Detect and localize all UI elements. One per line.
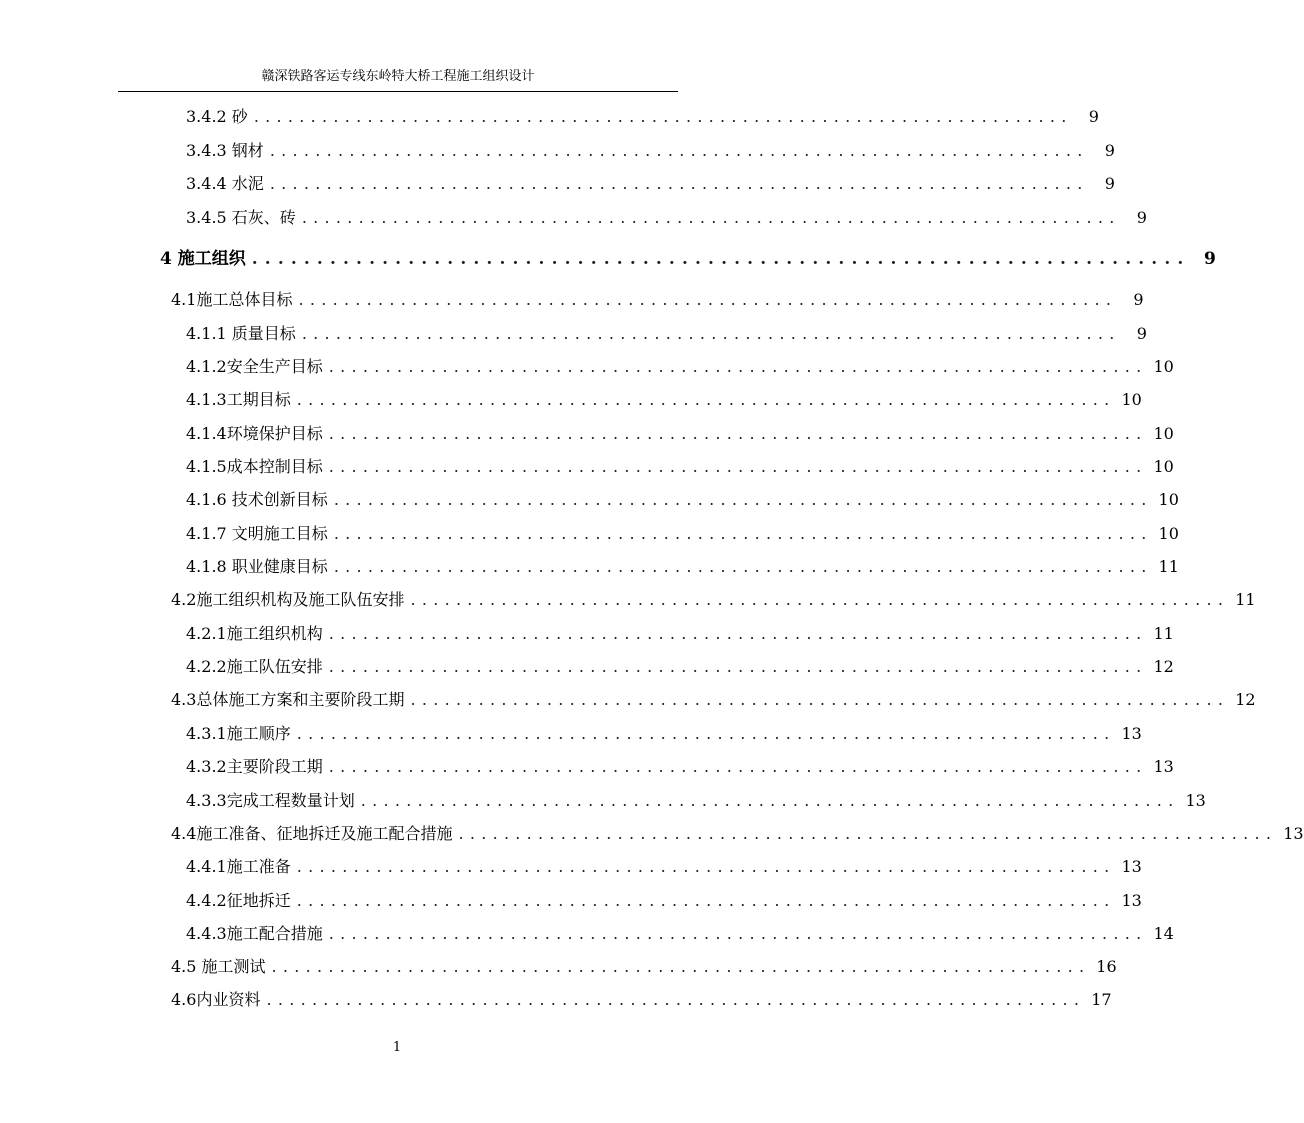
toc-entry-page: 10 <box>1121 390 1142 409</box>
dot-leader: . . . . . . . . . . . . . . . . . . . . . . . . . . . . . . . . . . . . . . . . . . . . . . . . . . . . . . . . . . . . . . . . . . . . . . . . <box>328 924 1142 943</box>
toc-entry-page: 9 <box>1204 249 1216 269</box>
toc-entry-page: 13 <box>1283 824 1304 843</box>
dot-leader: . . . . . . . . . . . . . . . . . . . . . . . . . . . . . . . . . . . . . . . . . . . . . . . . . . . . . . . . . . . . . . . . . . . . . . . . <box>296 724 1110 743</box>
toc-entry[interactable] <box>186 622 1174 644</box>
toc-entry[interactable] <box>186 922 1174 944</box>
toc-entry-label: 4.1.5成本控制目标 <box>186 457 323 476</box>
toc-entry-page: 9 <box>1104 141 1115 160</box>
dot-leader: . . . . . . . . . . . . . . . . . . . . . . . . . . . . . . . . . . . . . . . . . . . . . . . . . . . . . . . . . . . . . . . . . . . . . . . . <box>328 624 1142 643</box>
toc-entry[interactable] <box>186 522 1179 544</box>
toc-entry[interactable] <box>186 789 1206 811</box>
toc-entry[interactable] <box>186 722 1142 744</box>
toc-entry-label: 4.1.2安全生产目标 <box>186 357 323 376</box>
dot-leader: . . . . . . . . . . . . . . . . . . . . . . . . . . . . . . . . . . . . . . . . . . . . . . . . . . . . . . . . . . . . . . . . . . . . . . . . <box>271 957 1085 976</box>
toc-entry-page: 12 <box>1235 690 1256 709</box>
toc-entry-page: 10 <box>1153 357 1174 376</box>
toc-entry-label: 4.1.8 职业健康目标 <box>186 557 328 576</box>
toc-entry-label: 4.3.1施工顺序 <box>186 724 291 743</box>
dot-leader: . . . . . . . . . . . . . . . . . . . . . . . . . . . . . . . . . . . . . . . . . . . . . . . . . . . . . . . . . . . . . . . . . . . . . . . . <box>296 857 1110 876</box>
toc-entry-page: 14 <box>1153 924 1174 943</box>
toc-entry-label: 4.1.6 技术创新目标 <box>186 490 328 509</box>
toc-entry-page: 16 <box>1096 957 1117 976</box>
dot-leader: . . . . . . . . . . . . . . . . . . . . . . . . . . . . . . . . . . . . . . . . . . . . . . . . . . . . . . . . . . . . . . . . . . . . . . . . <box>269 174 1083 193</box>
toc-entry-page: 9 <box>1133 290 1144 309</box>
toc-entry-label: 4.2施工组织机构及施工队伍安排 <box>171 590 405 609</box>
dot-leader: . . . . . . . . . . . . . . . . . . . . . . . . . . . . . . . . . . . . . . . . . . . . . . . . . . . . . . . . . . . . . . . . . . . . . . . . <box>269 141 1083 160</box>
toc-entry[interactable] <box>186 655 1174 677</box>
toc-entry-label: 4.4.2征地拆迁 <box>186 891 291 910</box>
toc-entry-label: 4 施工组织 <box>160 249 246 269</box>
toc-entry[interactable] <box>186 755 1174 777</box>
toc-entry[interactable] <box>186 388 1142 410</box>
toc-entry-page: 12 <box>1153 657 1174 676</box>
toc-chapter-entry[interactable] <box>160 247 1216 269</box>
toc-entry[interactable] <box>171 688 1256 710</box>
running-header: 赣深铁路客运专线东岭特大桥工程施工组织设计 <box>261 69 535 84</box>
toc-entry[interactable] <box>186 422 1174 444</box>
toc-entry[interactable] <box>186 488 1179 510</box>
toc-entry[interactable] <box>186 172 1115 194</box>
toc-entry-label: 3.4.2 砂 <box>186 107 248 126</box>
dot-leader: . . . . . . . . . . . . . . . . . . . . . . . . . . . . . . . . . . . . . . . . . . . . . . . . . . . . . . . . . . . . . . . . . . . . . . . . <box>410 590 1224 609</box>
toc-entry-label: 3.4.3 钢材 <box>186 141 264 160</box>
toc-entry[interactable] <box>186 105 1099 127</box>
dot-leader: . . . . . . . . . . . . . . . . . . . . . . . . . . . . . . . . . . . . . . . . . . . . . . . . . . . . . . . . . . . . . . . . . . . . . . . . <box>328 457 1142 476</box>
toc-entry[interactable] <box>186 206 1147 228</box>
dot-leader: . . . . . . . . . . . . . . . . . . . . . . . . . . . . . . . . . . . . . . . . . . . . . . . . . . . . . . . . . . . . . . . . . . . . . . . . <box>410 690 1224 709</box>
dot-leader: . . . . . . . . . . . . . . . . . . . . . . . . . . . . . . . . . . . . . . . . . . . . . . . . . . . . . . . . . . . . . . . . . . . . . . . . <box>301 324 1115 343</box>
toc-entry-page: 10 <box>1153 424 1174 443</box>
toc-entry-label: 4.3.3完成工程数量计划 <box>186 791 355 810</box>
toc-entry-label: 4.5 施工测试 <box>171 957 266 976</box>
toc-entry-page: 13 <box>1153 757 1174 776</box>
toc-entry-label: 4.3.2主要阶段工期 <box>186 757 323 776</box>
toc-entry-label: 4.1施工总体目标 <box>171 290 293 309</box>
toc-entry-label: 3.4.5 石灰、砖 <box>186 208 296 227</box>
toc-entry-label: 4.1.1 质量目标 <box>186 324 296 343</box>
toc-entry-label: 4.1.7 文明施工目标 <box>186 524 328 543</box>
toc-entry[interactable] <box>186 139 1115 161</box>
toc-entry-label: 4.2.2施工队伍安排 <box>186 657 323 676</box>
dot-leader: . . . . . . . . . . . . . . . . . . . . . . . . . . . . . . . . . . . . . . . . . . . . . . . . . . . . . . . . . . . . . . . . . . . . . . . . <box>360 791 1174 810</box>
toc-entry-label: 4.4施工准备、征地拆迁及施工配合措施 <box>171 824 453 843</box>
toc-entry[interactable] <box>186 322 1147 344</box>
toc-entry-page: 9 <box>1088 107 1099 126</box>
dot-leader: . . . . . . . . . . . . . . . . . . . . . . . . . . . . . . . . . . . . . . . . . . . . . . . . . . . . . . . . . . . . . . . . . . . . . . . . <box>333 524 1147 543</box>
toc-entry-page: 10 <box>1153 457 1174 476</box>
dot-leader: . . . . . . . . . . . . . . . . . . . . . . . . . . . . . . . . . . . . . . . . . . . . . . . . . . . . . . . . . . . . . . . . . . . . . . . . <box>328 657 1142 676</box>
toc-entry-page: 11 <box>1235 590 1256 609</box>
toc-entry-page: 9 <box>1136 208 1147 227</box>
toc-entry-page: 13 <box>1121 724 1142 743</box>
toc-entry[interactable] <box>186 455 1174 477</box>
dot-leader: . . . . . . . . . . . . . . . . . . . . . . . . . . . . . . . . . . . . . . . . . . . . . . . . . . . . . . . . . . . . . . . . . . . . . . . . <box>333 557 1147 576</box>
toc-entry[interactable] <box>171 822 1304 844</box>
toc-entry[interactable] <box>186 355 1174 377</box>
toc-entry-label: 4.2.1施工组织机构 <box>186 624 323 643</box>
toc-entry[interactable] <box>171 588 1256 610</box>
toc-entry-label: 4.4.1施工准备 <box>186 857 291 876</box>
toc-entry-page: 9 <box>1136 324 1147 343</box>
toc-entry-page: 9 <box>1104 174 1115 193</box>
toc-entry-label: 4.3总体施工方案和主要阶段工期 <box>171 690 405 709</box>
toc-entry[interactable] <box>186 855 1142 877</box>
dot-leader: . . . . . . . . . . . . . . . . . . . . . . . . . . . . . . . . . . . . . . . . . . . . . . . . . . . . . . . . . . . . . . . . . . . . . . . . <box>298 290 1112 309</box>
toc-entry-page: 11 <box>1158 557 1179 576</box>
dot-leader: . . . . . . . . . . . . . . . . . . . . . . . . . . . . . . . . . . . . . . . . . . . . . . . . . . . . . . . . . . . . . . . . . . . . . . . . <box>333 490 1147 509</box>
dot-leader: . . . . . . . . . . . . . . . . . . . . . . . . . . . . . . . . . . . . . . . . . . . . . . . . . . . . . . . . . . . . . . . . . . . . . . . . <box>301 208 1115 227</box>
dot-leader: . . . . . . . . . . . . . . . . . . . . . . . . . . . . . . . . . . . . . . . . . . . . . . . . . . . . . . . . . . . . . . . . . . . . . . . . <box>296 891 1110 910</box>
toc-entry-page: 17 <box>1091 990 1112 1009</box>
toc-entry-page: 13 <box>1121 891 1142 910</box>
dot-leader: . . . . . . . . . . . . . . . . . . . . . . . . . . . . . . . . . . . . . . . . . . . . . . . . . . . . . . . . . . . . . . . . . . . . . . . . <box>328 357 1142 376</box>
toc-entry[interactable] <box>171 955 1117 977</box>
toc-entry-label: 4.1.3工期目标 <box>186 390 291 409</box>
dot-leader: . . . . . . . . . . . . . . . . . . . . . . . . . . . . . . . . . . . . . . . . . . . . . . . . . . . . . . . . . . . . . . . . . . . . . . . . <box>253 107 1067 126</box>
toc-entry-page: 10 <box>1158 524 1179 543</box>
dot-leader: . . . . . . . . . . . . . . . . . . . . . . . . . . . . . . . . . . . . . . . . . . . . . . . . . . . . . . . . . . . . . . . . . . . . . . . . <box>266 990 1080 1009</box>
page-number: 1 <box>392 1040 402 1055</box>
dot-leader: . . . . . . . . . . . . . . . . . . . . . . . . . . . . . . . . . . . . . . . . . . . . . . . . . . . . . . . . . . . . . . . . . . . . . . . . <box>328 424 1142 443</box>
dot-leader: . . . . . . . . . . . . . . . . . . . . . . . . . . . . . . . . . . . . . . . . . . . . . . . . . . . . . . . . . . . . . . . . . . . . . . . . <box>296 390 1110 409</box>
toc-entry[interactable] <box>171 288 1144 310</box>
toc-entry[interactable] <box>171 988 1112 1010</box>
toc-entry-page: 10 <box>1158 490 1179 509</box>
dot-leader: . . . . . . . . . . . . . . . . . . . . . . . . . . . . . . . . . . . . . . . . . . . . . . . . . . . . . . . . . . . . . . . . . . . . . . . . <box>251 249 1184 269</box>
toc-entry-page: 13 <box>1121 857 1142 876</box>
toc-entry-label: 3.4.4 水泥 <box>186 174 264 193</box>
toc-entry-label: 4.6内业资料 <box>171 990 261 1009</box>
toc-entry-page: 11 <box>1153 624 1174 643</box>
toc-entry-label: 4.4.3施工配合措施 <box>186 924 323 943</box>
toc-entry-label: 4.1.4环境保护目标 <box>186 424 323 443</box>
dot-leader: . . . . . . . . . . . . . . . . . . . . . . . . . . . . . . . . . . . . . . . . . . . . . . . . . . . . . . . . . . . . . . . . . . . . . . . . <box>328 757 1142 776</box>
dot-leader: . . . . . . . . . . . . . . . . . . . . . . . . . . . . . . . . . . . . . . . . . . . . . . . . . . . . . . . . . . . . . . . . . . . . . . . . <box>458 824 1272 843</box>
toc-entry[interactable] <box>186 555 1179 577</box>
toc-entry[interactable] <box>186 889 1142 911</box>
toc-entry-page: 13 <box>1185 791 1206 810</box>
